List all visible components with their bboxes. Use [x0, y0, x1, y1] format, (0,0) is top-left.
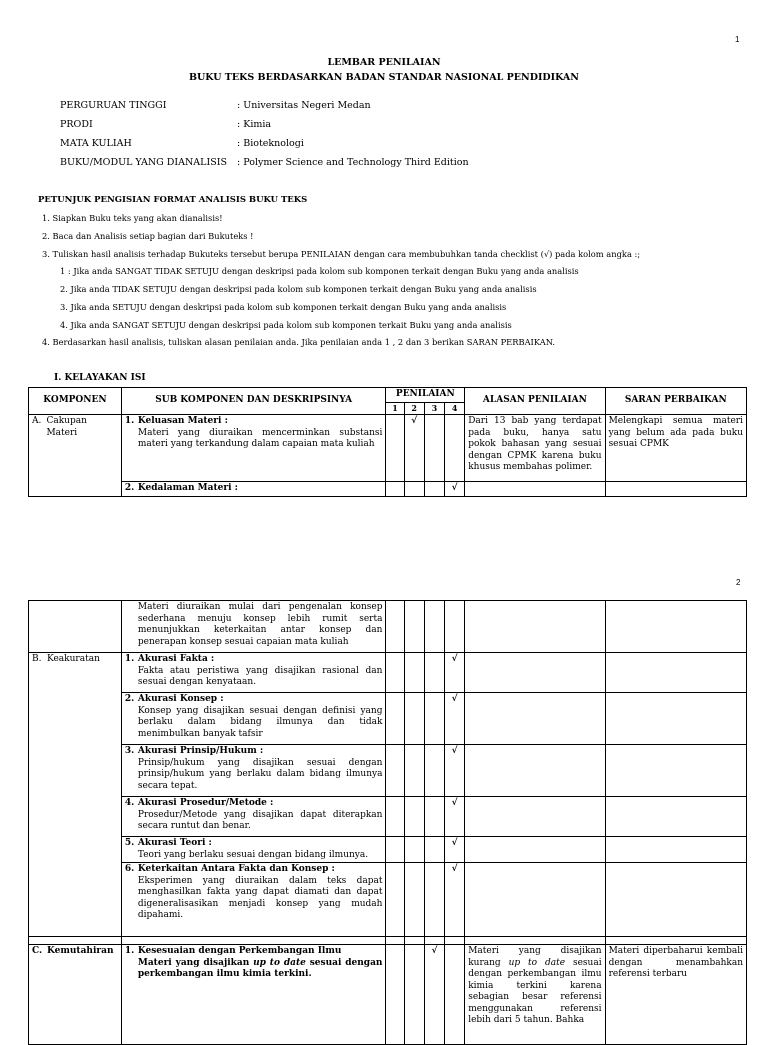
score-cell[interactable]: √	[445, 653, 465, 693]
score-cell[interactable]	[404, 745, 424, 797]
table-row	[29, 945, 747, 1045]
komponen-letter: A.	[32, 416, 42, 426]
table-row	[29, 601, 747, 653]
table-row	[29, 693, 747, 745]
alasan-emphasis: up to date	[508, 957, 566, 968]
score-cell[interactable]	[404, 653, 424, 693]
sub-komponen-cell	[121, 601, 386, 653]
sub-description	[125, 958, 383, 981]
instruction-subitem: 4. Jika anda SANGAT SETUJU dengan deskripsi pada kolom sub komponen terkait Buku yang anda analisis	[60, 320, 512, 330]
sub-komponen-cell	[121, 653, 386, 693]
score-cell[interactable]	[404, 693, 424, 745]
score-cell[interactable]: √	[444, 482, 464, 497]
score-cell[interactable]	[386, 415, 404, 482]
score-cell[interactable]	[386, 745, 404, 797]
sub-number: 2.	[124, 694, 135, 704]
score-cell	[386, 937, 404, 945]
score-cell[interactable]	[445, 945, 465, 1045]
score-cell[interactable]	[424, 797, 444, 837]
page-number-1: 1	[735, 35, 740, 44]
score-cell[interactable]	[386, 601, 404, 653]
score-cell[interactable]	[386, 837, 404, 863]
desc-emphasis: up to date	[253, 957, 306, 968]
instruction-subitem: 1 : Jika anda SANGAT TIDAK SETUJU dengan deskripsi pada kolom sub komponen terkait dengan Buku yang anda analisis	[60, 266, 579, 276]
alasan-cell	[465, 945, 605, 1045]
section-heading: I. KELAYAKAN ISI	[54, 373, 146, 383]
sub-number: 3.	[124, 746, 135, 756]
sub-description: Konsep yang disajikan sesuai dengan definisi yang berlaku dalam bidang ilmunya dan tidak menimbulkan banyak tafsir	[137, 705, 383, 739]
alasan-cell	[465, 693, 605, 745]
sub-description: Prosedur/Metode yang disajikan dapat diterapkan secara runtut dan benar.	[137, 809, 383, 831]
sub-description: Fakta atau peristiwa yang disajikan rasional dan sesuai dengan kenyataan.	[137, 665, 383, 687]
score-cell[interactable]	[386, 653, 404, 693]
komponen-cell	[29, 415, 122, 497]
header-score-2: 2	[404, 402, 424, 415]
saran-cell: Melengkapi semua materi yang belum ada pada buku sesuai CPMK	[605, 415, 746, 482]
sub-number: 1.	[124, 654, 135, 664]
sub-title: Akurasi Teori :	[137, 838, 212, 848]
document-subtitle: BUKU TEKS BERDASARKAN BADAN STANDAR NASIONAL PENDIDIKAN	[188, 72, 579, 83]
assessment-table-page2	[28, 600, 747, 1045]
instruction-item: 4. Berdasarkan hasil analisis, tuliskan alasan penilaian anda. Jika penilaian anda 1 , 2 dan 3 berikan SARAN PERBAIKAN.	[42, 337, 556, 347]
sub-description: Materi yang diuraikan mencerminkan substansi materi yang terkandung dalam capaian mata kuliah	[137, 427, 383, 449]
komponen-letter: C.	[32, 946, 43, 956]
sub-title: Keluasan Materi :	[137, 416, 228, 426]
header-score-3: 3	[424, 402, 444, 415]
saran-cell	[605, 797, 746, 837]
score-cell[interactable]: √	[445, 863, 465, 937]
sub-title: Akurasi Fakta :	[137, 654, 215, 664]
sub-description: Eksperimen yang diuraikan dalam teks dapat menghasilkan fakta yang dapat diamati dan dapat digeneralisasikan menjadi konsep yang mudah dipahami.	[137, 875, 383, 920]
score-cell[interactable]	[424, 601, 444, 653]
page-number-2: 2	[736, 578, 741, 587]
sub-number: 1.	[124, 416, 135, 426]
table-row	[29, 863, 747, 937]
score-cell	[404, 937, 424, 945]
table-row	[29, 653, 747, 693]
alasan-cell	[465, 863, 605, 937]
score-cell[interactable]: √	[445, 693, 465, 745]
saran-cell	[605, 482, 746, 497]
saran-cell	[605, 863, 746, 937]
score-cell[interactable]	[386, 693, 404, 745]
sub-komponen-cell	[121, 837, 386, 863]
saran-cell	[605, 601, 746, 653]
score-cell[interactable]	[404, 945, 424, 1045]
sub-komponen-cell	[121, 937, 386, 945]
meta-value: : Polymer Science and Technology Third Edition	[237, 157, 469, 168]
instruction-item: 2. Baca dan Analisis setiap bagian dari Bukuteks !	[42, 231, 254, 241]
sub-komponen-cell	[121, 863, 386, 937]
score-cell[interactable]	[424, 745, 444, 797]
meta-value: : Kimia	[237, 119, 272, 130]
komponen-letter: B.	[32, 654, 42, 664]
table-row	[29, 415, 747, 482]
table-row	[29, 482, 747, 497]
komponen-cell	[29, 945, 122, 1045]
alasan-text: Materi yang disajikan kurang	[468, 946, 602, 968]
alasan-cell: Dari 13 bab yang terdapat pada buku, hanya satu pokok bahasan yang sesuai dengan CPMK karena buku khusus membahas polimer.	[465, 415, 605, 482]
instruction-item: 3. Tuliskan hasil analisis terhadap Bukuteks tersebut berupa PENILAIAN dengan cara membubuhkan tanda checklist (√) pada kolom angka :;	[42, 249, 641, 259]
komponen-label: Kemutahiran	[47, 946, 114, 956]
score-cell[interactable]	[424, 863, 444, 937]
score-cell[interactable]	[386, 797, 404, 837]
score-cell[interactable]	[404, 601, 424, 653]
score-cell[interactable]	[404, 797, 424, 837]
score-cell	[445, 937, 465, 945]
score-cell[interactable]	[424, 693, 444, 745]
score-cell[interactable]	[444, 415, 464, 482]
score-cell[interactable]: √	[404, 415, 424, 482]
sub-number: 6.	[124, 864, 135, 874]
score-cell[interactable]: √	[445, 837, 465, 863]
alasan-cell	[465, 482, 605, 497]
sub-komponen-cell	[121, 945, 386, 1045]
sub-number: 1.	[124, 946, 135, 956]
score-cell[interactable]	[386, 945, 404, 1045]
table-row	[29, 837, 747, 863]
meta-key: MATA KULIAH	[60, 138, 132, 149]
score-cell[interactable]	[424, 653, 444, 693]
sub-komponen-cell	[121, 693, 386, 745]
komponen-cell	[29, 601, 122, 653]
sub-title: Kesesuaian dengan Perkembangan Ilmu	[137, 946, 342, 956]
score-cell[interactable]	[424, 415, 444, 482]
alasan-cell	[465, 653, 605, 693]
meta-key: BUKU/MODUL YANG DIANALISIS	[60, 157, 227, 168]
header-alasan: ALASAN PENILAIAN	[465, 388, 605, 415]
score-cell[interactable]	[445, 601, 465, 653]
alasan-cell	[465, 837, 605, 863]
document-title: LEMBAR PENILAIAN	[327, 57, 441, 68]
komponen-cell	[29, 937, 122, 945]
saran-cell: Materi diperbaharui kembali dengan menambahkan referensi terbaru	[605, 945, 746, 1045]
sub-komponen-cell	[121, 745, 386, 797]
instructions-title: PETUNJUK PENGISIAN FORMAT ANALISIS BUKU TEKS	[38, 195, 308, 205]
table-header-row	[29, 388, 747, 403]
saran-cell	[605, 653, 746, 693]
alasan-cell	[465, 937, 605, 945]
score-cell[interactable]: √	[424, 945, 444, 1045]
meta-key: PERGURUAN TINGGI	[60, 100, 167, 111]
sub-number: 5.	[124, 838, 135, 848]
meta-value: : Bioteknologi	[237, 138, 304, 149]
meta-value: : Universitas Negeri Medan	[237, 100, 371, 111]
desc-text: sesuai dengan perkembangan ilmu kimia terkini.	[137, 957, 383, 979]
score-cell[interactable]	[404, 863, 424, 937]
saran-cell	[605, 837, 746, 863]
table-row	[29, 745, 747, 797]
header-score-1: 1	[386, 402, 404, 415]
meta-key: PRODI	[60, 119, 93, 130]
spacer-row	[29, 937, 747, 945]
sub-title: Kedalaman Materi :	[137, 483, 238, 493]
saran-cell	[605, 937, 746, 945]
header-komponen: KOMPONEN	[29, 388, 122, 415]
komponen-label: Cakupan Materi	[46, 416, 87, 438]
sub-komponen-cell	[121, 482, 386, 497]
saran-cell	[605, 693, 746, 745]
sub-title: Akurasi Prinsip/Hukum :	[137, 746, 264, 756]
alasan-text: sesuai dengan perkembangan ilmu kimia terkini karena sebagian besar referensi menggunakan referensi lebih dari 5 tahun. Bahka	[468, 957, 602, 1025]
score-cell[interactable]: √	[445, 745, 465, 797]
sub-number: 2.	[124, 483, 135, 493]
sub-komponen-cell	[121, 415, 386, 482]
score-cell	[424, 937, 444, 945]
sub-title: Keterkaitan Antara Fakta dan Konsep :	[137, 864, 335, 874]
komponen-cell	[29, 653, 122, 937]
score-cell[interactable]: √	[445, 797, 465, 837]
score-cell[interactable]	[424, 482, 444, 497]
instruction-subitem: 3. Jika anda SETUJU dengan deskripsi pada kolom sub komponen terkait dengan Buku yang anda analisis	[60, 302, 507, 312]
komponen-label: Keakuratan	[47, 654, 100, 664]
header-score-4: 4	[444, 402, 464, 415]
sub-number: 4.	[124, 798, 135, 808]
sub-title: Akurasi Prosedur/Metode :	[137, 798, 274, 808]
sub-description: Materi diuraikan mulai dari pengenalan konsep sederhana menuju konsep lebih rumit serta menunjukkan keterkaitan antar konsep dan penerapan konsep sesuai capaian mata kuliah	[137, 602, 383, 647]
score-cell[interactable]	[386, 482, 404, 497]
alasan-cell	[465, 601, 605, 653]
score-cell[interactable]	[404, 482, 424, 497]
instruction-item: 1. Siapkan Buku teks yang akan dianalisis!	[42, 213, 223, 223]
assessment-table-page1	[28, 387, 747, 497]
score-cell[interactable]	[404, 837, 424, 863]
alasan-cell	[465, 797, 605, 837]
instruction-subitem: 2. Jika anda TIDAK SETUJU dengan deskripsi pada kolom sub komponen terkait dengan Buku yang anda analisis	[60, 284, 537, 294]
score-cell[interactable]	[386, 863, 404, 937]
table-row	[29, 797, 747, 837]
saran-cell	[605, 745, 746, 797]
header-penilaian: PENILAIAN	[386, 388, 465, 403]
sub-description: Prinsip/hukum yang disajikan sesuai dengan prinsip/hukum yang berlaku dalam bidang ilmunya secara tepat.	[137, 757, 383, 791]
desc-text: Materi yang disajikan	[137, 957, 254, 968]
header-saran: SARAN PERBAIKAN	[605, 388, 746, 415]
score-cell[interactable]	[424, 837, 444, 863]
sub-description: Teori yang berlaku sesuai dengan bidang ilmunya.	[137, 849, 369, 860]
header-sub-komponen: SUB KOMPONEN DAN DESKRIPSINYA	[121, 388, 386, 415]
alasan-cell	[465, 745, 605, 797]
sub-title: Akurasi Konsep :	[137, 694, 224, 704]
sub-komponen-cell	[121, 797, 386, 837]
